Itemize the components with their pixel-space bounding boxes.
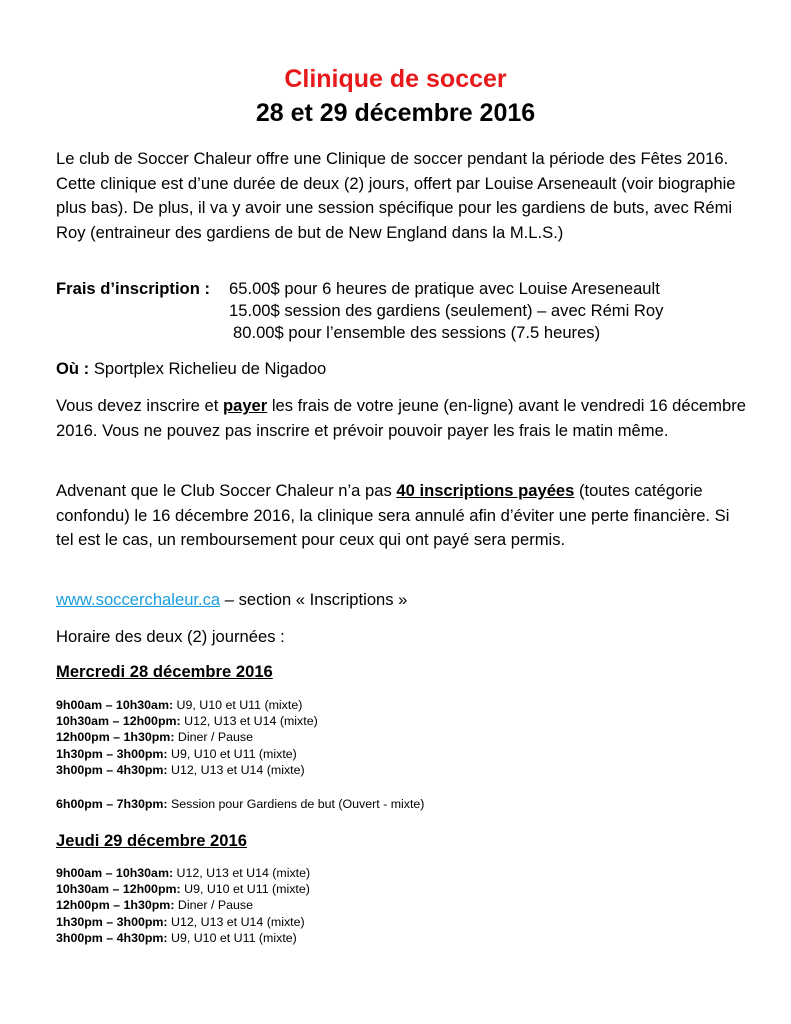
website-suffix: – section « Inscriptions » [220, 590, 408, 609]
fee-line: 15.00$ session des gardiens (seulement) – avec Rémi Roy [229, 301, 664, 320]
schedule-desc: Session pour Gardiens de but (Ouvert - mixte) [167, 797, 425, 811]
day-heading: Jeudi 29 décembre 2016 [56, 831, 247, 850]
minimum-text: (toutes catégorie confondu) le 16 décembre 2016, la clinique sera annulé afin d’éviter une perte financière. Si tel est le cas, un remboursement pour ceux qui ont payé sera permis. [56, 481, 730, 549]
schedule-time: 1h30pm – 3h00pm: [56, 746, 168, 761]
schedule-desc: U12, U13 et U14 (mixte) [180, 714, 318, 729]
schedule-row [56, 796, 424, 812]
schedule-row [56, 881, 310, 897]
payment-text: les frais de votre jeune (en-ligne) avant le vendredi 16 décembre 2016. Vous ne pouvez pas inscrire et prévoir pouvoir payer les frais le matin même. [56, 396, 746, 440]
schedule-list [56, 697, 318, 778]
payment-emphasis: payer [222, 396, 268, 415]
schedule-desc: U9, U10 et U11 (mixte) [180, 882, 310, 897]
document-subtitle-dates: 28 et 29 décembre 2016 [255, 99, 536, 127]
schedule-desc: U12, U13 et U14 (mixte) [167, 914, 305, 929]
schedule-row [56, 729, 318, 745]
schedule-extra [56, 796, 424, 812]
document-title: Clinique de soccer [284, 65, 507, 93]
payment-paragraph [56, 394, 746, 443]
schedule-desc: Diner / Pause [174, 730, 253, 745]
fees-label: Frais d’inscription : [56, 279, 210, 298]
schedule-desc: U12, U13 et U14 (mixte) [173, 866, 311, 880]
schedule-time: 6h00pm – 7h30pm: [56, 797, 168, 811]
schedule-desc: Diner / Pause [174, 898, 253, 913]
schedule-desc: U9, U10 et U11 (mixte) [167, 746, 297, 761]
website-link[interactable]: www.soccerchaleur.ca [56, 590, 221, 609]
schedule-time: 12h00pm – 1h30pm: [56, 730, 175, 745]
schedule-row [56, 697, 318, 713]
website-paragraph [56, 588, 746, 613]
schedule-row [56, 930, 310, 946]
location-paragraph [56, 357, 746, 382]
location-label: Où : [56, 359, 90, 378]
schedule-intro: Horaire des deux (2) journées : [56, 627, 285, 646]
payment-text: Vous devez inscrire et [56, 396, 223, 415]
schedule-row [56, 914, 310, 930]
schedule-time: 12h00pm – 1h30pm: [56, 898, 175, 913]
schedule-desc: U12, U13 et U14 (mixte) [167, 762, 305, 777]
fee-line: 65.00$ pour 6 heures de pratique avec Louise Areseneault [229, 279, 660, 298]
schedule-time: 3h00pm – 4h30pm: [56, 762, 168, 777]
minimum-emphasis: 40 inscriptions payées [396, 481, 575, 500]
schedule-row [56, 897, 310, 913]
schedule-row [56, 762, 318, 778]
schedule-time: 9h00am – 10h30am: [56, 698, 174, 712]
schedule-row [56, 713, 318, 729]
location-value: Sportplex Richelieu de Nigadoo [93, 359, 327, 378]
schedule-time: 3h00pm – 4h30pm: [56, 930, 168, 945]
intro-paragraph: Le club de Soccer Chaleur offre une Clinique de soccer pendant la période des Fêtes 2016. Cette clinique est d’une durée de deux (2) jours, offert par Louise Arseneault (voir biographie plus bas). De plus, il va y avoir une session spécifique pour les gardiens de buts, avec Rémi Roy (entraineur des gardiens de but de New England dans la M.L.S.) [56, 149, 736, 242]
schedule-time: 10h30am – 12h00pm: [56, 714, 181, 729]
minimum-paragraph [56, 479, 746, 553]
fees-label-line [56, 278, 210, 300]
schedule-desc: U9, U10 et U11 (mixte) [173, 698, 303, 712]
schedule-time: 9h00am – 10h30am: [56, 866, 174, 880]
day-heading: Mercredi 28 décembre 2016 [56, 662, 273, 681]
schedule-row [56, 746, 318, 762]
schedule-row [56, 865, 310, 881]
fee-line: 80.00$ pour l’ensemble des sessions (7.5 heures) [233, 323, 601, 342]
schedule-time: 10h30am – 12h00pm: [56, 882, 181, 897]
schedule-desc: U9, U10 et U11 (mixte) [167, 930, 297, 945]
schedule-list [56, 865, 310, 946]
minimum-text: Advenant que le Club Soccer Chaleur n’a pas [56, 481, 397, 500]
schedule-time: 1h30pm – 3h00pm: [56, 914, 168, 929]
